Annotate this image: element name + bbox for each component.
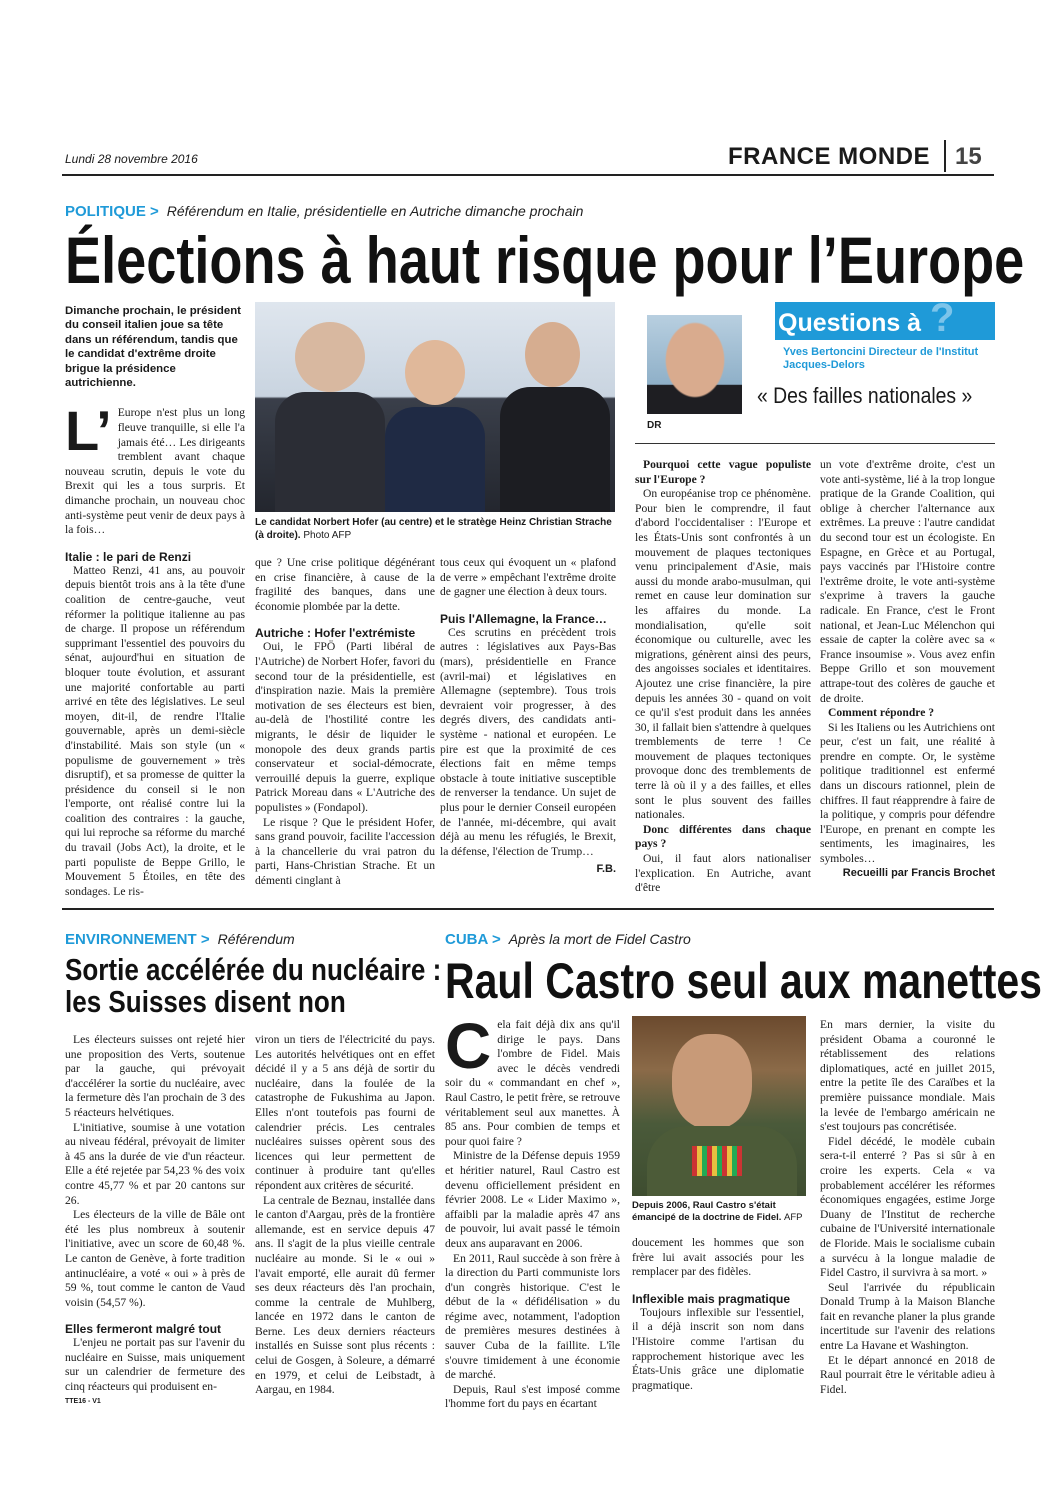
paragraph: L'initiative, soumise à une votation au niveau fédéral, prévoyait de limiter à 45 ans la durée de vie d'un réacteur. Elle a été rejetée par 54,23 % des voix contre 45,77 % et par 20 cantons sur 26. — [65, 1120, 245, 1207]
top-col-1 — [65, 304, 245, 899]
question: Comment répondre ? — [828, 706, 935, 720]
cuba-col-3 — [820, 1018, 995, 1397]
cuba-photo-caption — [632, 1200, 806, 1224]
main-headline: Élections à haut risque pour l’Europe — [65, 223, 1025, 297]
edition-code: TTE16 - V1 — [65, 1397, 101, 1405]
kicker-subtitle: Référendum — [217, 931, 295, 947]
kicker-environnement: ENVIRONNEMENT > — [65, 931, 210, 948]
subhead-inflexible: Inflexible mais pragmatique — [632, 1291, 791, 1306]
interviewee — [783, 346, 993, 372]
paragraph: Les électeurs suisses ont rejeté hier une proposition des Verts, soutenue par la gauche, qui prévoyait d'accélérer la sortie du nucléaire, avec la fermeture dès l'an prochain de 3 des 5 réacteurs helvétiques. — [65, 1033, 245, 1119]
paragraph: La centrale de Beznau, installée dans le canton d'Aargau, près de la frontière allemande, est en service depuis 47 ans. Il s'agit de la plus vieille centrale nucléaire au monde. Si le « oui » l'avait emporté, elle aurait dû fermer ses deux réacteurs dès l'an prochain, comme la centrale de Muhlberg, lancée en 1972 dans le canton de Berne. Les deux derniers réacteurs installés en Suisse sont plus récents : celui de Gosgen, à Soleure, a démarré en 1979, et celui de Leibstadt, à Aargau, en 1984. — [255, 1193, 435, 1397]
drop-cap: C — [445, 1010, 492, 1082]
cuba-photo-block — [632, 1016, 806, 1393]
swiss-col-1 — [65, 1033, 245, 1405]
cuba-col-2 — [632, 1236, 804, 1393]
paragraph: tous ceux qui évoquent un « plafond de verre » empêchant l'extrême droite de gagner une élection à deux tours. — [440, 556, 616, 599]
question-mark-icon: ? — [930, 296, 955, 340]
paragraph: Fidel décédé, le modèle cubain sera-t-il enterré ? Pas si sûr à en croire les experts. Cela « va probablement accélérer les réformes économiques engagées, estime Jorge Duany de l'Institut de recherche cubaine de l'Université internationale de Floride. Mais le socialisme cubain a survécu à la longue maladie de Fidel Castro, il survivra à sa mort. » — [820, 1134, 995, 1280]
paragraph: Matteo Renzi, 41 ans, au pouvoir depuis bientôt trois ans à la tête d'une coalition de centre-gauche, veut réformer la politique italienne au pas de charge. Il propose un référendum supprimant l'essentiel des pouvoirs du sénat, aujourd'hui en situation de bloquer toute évolution, et assurant une majorité confortable au parti arrivé en tête des législatives. Le seul moyen, dit-il, de rendre l'Italie gouvernable, après un demi-siècle d'instabilité. Mais son style (un « populisme de gouvernement » très disruptif), et sa promesse de quitter la présidence du conseil si le non l'emporte, ont réalisé contre lui la coalition des contraires : la gauche, qui lui reproche sa réforme du marché du travail (Jobs Act), la droite, et le parti populiste de Beppe Grillo, le Mouvement 5 Étoiles, en tête des sondages. Le ris- — [65, 563, 245, 898]
page-number: 15 — [955, 143, 982, 170]
subhead-fermeront: Elles fermeront malgré tout — [65, 1322, 222, 1337]
paragraph: Oui, le FPÖ (Parti libéral de l'Autriche) de Norbert Hofer, favori du second tour de la présidentielle, est d'inspiration nazie. Mais la première motivation de ses électeurs est bien, au-delà de l'hostilité contre les migrants, le désir de liquider le monopole des deux grands partis conservateur et social-démocrate, verrouillé depuis la guerre, explique Patrick Moreau dans « L'Autriche des populistes » (Fondapol). — [255, 640, 435, 814]
caption-text: Depuis 2006, Raul Castro s'était émancipé de la doctrine de Fidel. — [632, 1200, 782, 1223]
photo-caption — [255, 516, 616, 542]
top-col-2 — [255, 556, 435, 888]
interview-headline: « Des failles nationales » — [757, 383, 973, 408]
question: Donc différentes dans chaque pays ? — [635, 822, 811, 851]
issue-date: Lundi 28 novembre 2016 — [65, 152, 198, 166]
paragraph: En mars dernier, la visite du président Obama a couronné le rétablissement des relations diplomatiques, acté en juillet 2015, entre la petite île des Caraïbes et la première puissance mondiale. Mais la levée de l'embargo américain ne s'est toujours pas concrétisée. — [820, 1018, 995, 1134]
subhead-allemagne: Puis l'Allemagne, la France… — [440, 611, 607, 626]
interviewee-name: Yves Bertoncini — [783, 346, 866, 358]
paragraph: que ? Une crise politique dégénérant en crise financière, à cause de la fragilité des banques, dans une économie plombée par la dette. — [255, 556, 435, 613]
answer: Si les Italiens ou les Autrichiens ont peur, c'est un fait, une réalité à prendre en compte. Or, le système politique traditionnel est enfermé dans un discours rationnel, plein de chiffres. Il faut réapprendre à faire de la politique, y compris pour défendre l'Europe, en prenant en compte les sentiments, les imaginaires, les symboles… — [820, 720, 995, 866]
paragraph: Depuis, Raul s'est imposé comme l'homme fort du pays en écartant — [445, 1382, 620, 1411]
section-title: FRANCE MONDE — [728, 143, 930, 170]
photo-raul-castro — [632, 1016, 806, 1196]
signature: F.B. — [596, 863, 616, 876]
bottom-section — [0, 908, 1058, 1423]
header-divider — [944, 140, 946, 172]
interview-col-2 — [820, 458, 995, 879]
paragraph: viron un tiers de l'électricité du pays. Les autorités helvétiques ont en effet décidé il y a 5 ans déjà de sortir du nucléaire, dans la foulée de la catastrophe de Fukushima au Japon. Elles n'ont toutefois pas fourni de calendrier précis. Les centrales nucléaires suisses opèrent sous des licences qui leur permettent de continuer à produire tant qu'elles répondent aux critères de sécurité. — [255, 1033, 435, 1192]
caption-text: Le candidat Norbert Hofer (au centre) et le stratège Heinz Christian Strache (à droite). — [255, 517, 612, 541]
swiss-headline — [65, 954, 441, 1018]
cuba-kicker — [445, 931, 691, 949]
paragraph: Seul l'arrivée du républicain Donald Trump à la Maison Blanche fait en revanche planer la plus grande incertitude sur l'avenir des relations entre La Havane et Washington. — [820, 1280, 995, 1353]
section-rule — [62, 908, 994, 910]
questions-title: Questions à — [778, 309, 922, 337]
paragraph: Les électeurs de la ville de Bâle ont été les plus nombreux à soutenir l'initiative, avec un score de 60,48 %. Le canton de Genève, à forte tradition antinucléaire, a voté « oui » à près de 59 %, tout comme le canton de Vaud voisin (54,57 %). — [65, 1208, 245, 1309]
swiss-col-2 — [255, 1033, 435, 1398]
header-rule — [62, 174, 994, 176]
portrait-bertoncini — [647, 315, 742, 414]
paragraph: Ministre de la Défense depuis 1959 et héritier naturel, Raul Castro est devenu officiellement président en février 2008. Le « Lider Maximo », affaibli par la maladie après 47 ans de pouvoir, lui avait passé le témoin deux ans auparavant en 2006. — [445, 1149, 620, 1250]
top-kicker — [65, 203, 583, 221]
paragraph: Le risque ? Que le président Hofer, sans grand pouvoir, facilite l'accession à la chancellerie du vrai patron du parti, Hans-Christian Strache. Et un démenti cinglant à — [255, 815, 435, 887]
paragraph: Ces scrutins en précèdent trois autres : législatives aux Pays-Bas (mars), présidentielle en France (avril-mai) et législatives en Allemagne (septembre). Tous trois devraient voir progresser, à des degrés divers, des candidats anti-système - national et européen. Le pire est que la proximité de ces élections fait en même temps obstacle à toute initiative susceptible de renverser la tendance. Un sujet de plus pour le dernier Conseil européen de l'année, mi-décembre, qui avait déjà au menu les réfugiés, le Brexit, la défense, l'élection de Trump… — [440, 625, 616, 858]
kicker-politique: POLITIQUE > — [65, 203, 159, 220]
paragraph: Toujours inflexible sur l'essentiel, il a déjà inscrit son nom dans l'Histoire comme l'artisan du rapprochement historique avec les États-Unis grâce une diplomatie pragmatique. — [632, 1305, 804, 1392]
photo-credit: AFP — [784, 1212, 803, 1223]
top-col-3 — [440, 556, 616, 875]
kicker-cuba: CUBA > — [445, 931, 501, 948]
cuba-headline: Raul Castro seul aux manettes — [445, 953, 1042, 1009]
cuba-col-1 — [445, 1010, 620, 1412]
answer: On européanise trop ce phénomène. Pour bien le comprendre, il faut d'abord l'occidentaliser : l'Europe et les États-Unis sont confrontés à un mouvement de plaques tectoniques venu principalement d'Asie, mais aussi du monde arabo-musulman, qui remet en cause leur domination sur les affaires du monde. La mondialisation, qu'elle soit économique ou culturelle, avec les migrations, génèrent ainsi des peurs, des angoisses sociales et identitaires. Ajoutez une crise financière, la pire depuis les années 30 - quand on voit ce qu'il s'est produit dans les années 30, il fallait bien s'attendre à quelques tremblements de terre ! Ce mouvement de plaques tectoniques provoque donc des tremblements de terre là où il y a des failles, et elles sont le plus souvent des failles nationales. — [635, 487, 811, 822]
headline-line: les Suisses disent non — [65, 984, 346, 1019]
drop-cap: L’ — [65, 399, 112, 463]
intro-paragraph: Europe n'est plus un long fleuve tranquille, si elle l'a jamais été… Les dirigeants tremblent avant chaque nouveau scrutin, depuis le vote du Brexit qui les a tous surpris. Et dimanche prochain, un nouveau choc anti-système peut venir de deux pays à la fois… — [65, 406, 245, 537]
portrait-credit: DR — [647, 420, 662, 431]
interviewee-role: Directeur de l'Institut Jacques-Delors — [783, 346, 979, 371]
photo-hofer-strache — [255, 302, 615, 512]
subhead-italie: Italie : le pari de Renzi — [65, 549, 192, 564]
subhead-autriche: Autriche : Hofer l'extrémiste — [255, 626, 416, 641]
top-middle-block — [255, 516, 616, 888]
interview-signature: Recueilli par Francis Brochet — [842, 866, 995, 879]
paragraph: ela fait déjà dix ans qu'il dirige le pays. Dans l'ombre de Fidel. Mais avec le décès vendredi soir du « commandant en chef », Raul Castro, le petit frère, se retrouve véritablement seul aux manettes. À 85 ans. Pour combien de temps et pour quoi faire ? — [445, 1018, 620, 1148]
paragraph: En 2011, Raul succède à son frère à la direction du Parti communiste lors d'un congrès historique. C'est le début de la « défidélisation » du régime avec, notamment, l'adoption de premières mesures destinées à sauver Cuba de la faillite. L'île s'ouvre timidement à une économie de marché. — [445, 1251, 620, 1382]
interview-col-1 — [635, 458, 811, 896]
question: Pourquoi cette vague populiste sur l'Europe ? — [635, 458, 811, 486]
answer: Oui, il faut alors nationaliser l'explication. En Autriche, avant d'être — [635, 852, 811, 895]
kicker-subtitle: Référendum en Italie, présidentielle en Autriche dimanche prochain — [166, 203, 584, 219]
interview-rule — [635, 443, 995, 444]
headline-line: Sortie accélérée du nucléaire : — [65, 952, 442, 987]
kicker-subtitle: Après la mort de Fidel Castro — [508, 931, 691, 947]
paragraph: Et le départ annoncé en 2018 de Raul pourrait être le véritable adieu à Fidel. — [820, 1353, 995, 1396]
lede: Dimanche prochain, le président du conseil italien joue sa tête dans un référendum, tandis que le candidat d'extrême droite brigue la présidence autrichienne. — [65, 305, 241, 390]
paragraph: L'enjeu ne portait pas sur l'avenir du nucléaire en Suisse, mais uniquement sur un calendrier de fermeture des cinq réacteurs qui produisent en- — [65, 1336, 245, 1394]
photo-credit: Photo AFP — [303, 530, 352, 541]
swiss-kicker — [65, 931, 295, 949]
paragraph: doucement les hommes que son frère lui avait associés pour les remplacer par des fidèles. — [632, 1236, 804, 1279]
answer: un vote d'extrême droite, c'est un vote anti-système, lié à la trop longue pratique de la Grande Coalition, qui oblige à chercher l'alternance aux extrêmes. La preuve : l'autre candidat du second tour est un écologiste. En Espagne, en Grèce et au Portugal, pays vaccinés par l'Histoire contre l'extrême droite, le vote anti-système s'exprime à travers la gauche radicale. En France, c'est le Front national, et Jean-Luc Mélenchon qui essaie de capter la colère avec sa « France insoumise ». Vous avez enfin Beppe Grillo et son mouvement attrape-tout des colères de gauche et de droite. — [820, 458, 995, 705]
